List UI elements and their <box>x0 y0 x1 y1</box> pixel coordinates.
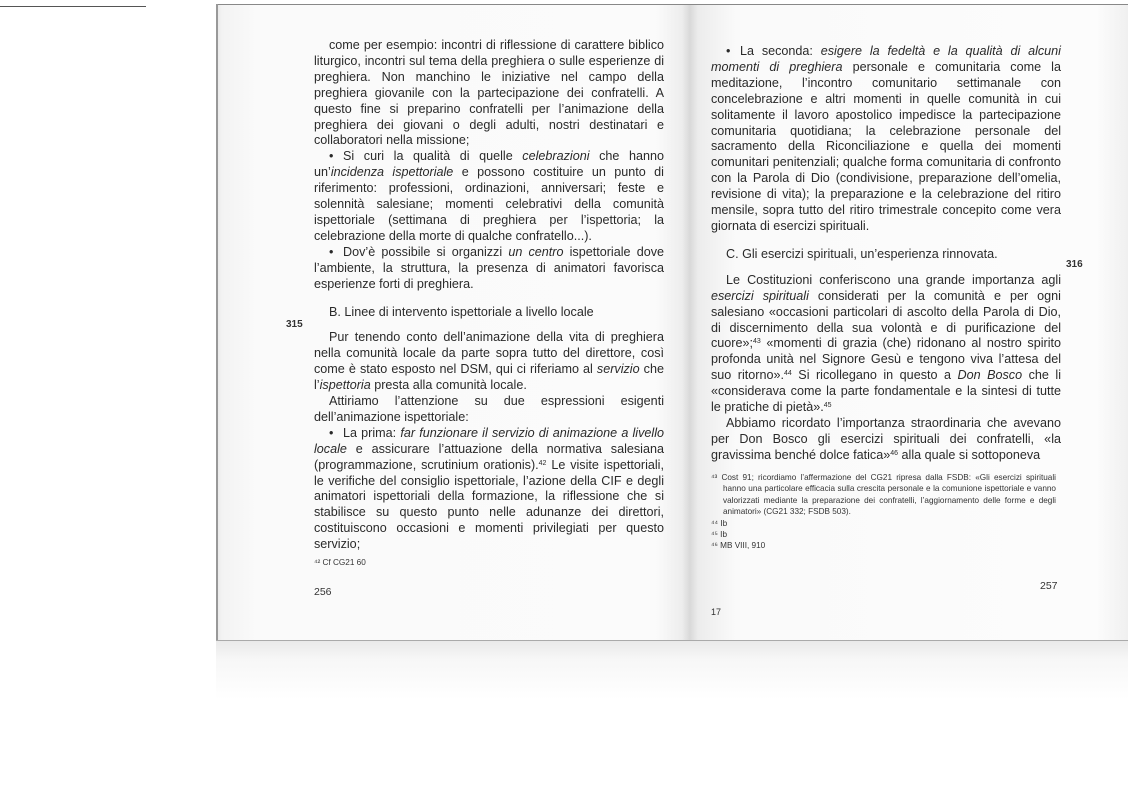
left-paragraphs <box>314 38 664 293</box>
bullet-icon: • <box>329 149 334 164</box>
text-run: Si ricollegano in questo a <box>791 368 958 383</box>
text-run: Dov’è possibile si organizzi <box>343 244 509 259</box>
right-paragraphs <box>711 44 1061 235</box>
margin-number-316: 316 <box>1066 259 1083 270</box>
page-number-left: 256 <box>314 586 332 598</box>
bullet-icon: • <box>329 244 334 259</box>
footnote-42: ⁴² Cf CG21 60 <box>314 558 366 567</box>
text-run: e assicurare l’attuazione della normativa salesiana (programmazione, scrutinium orationis). <box>314 441 664 472</box>
text-run: Abbiamo ricordato l’importanza straordinaria che avevano per Don Bosco gli esercizi spirituali dei confratelli, «la gravissima benché dolce fatica» <box>711 415 1061 462</box>
footnote-item: ⁴⁶ MB VIII, 910 <box>711 541 766 551</box>
italic-text: ispettoria <box>319 378 371 393</box>
text-run: Pur tenendo conto dell’animazione della vita di preghiera nella comunità locale da parte sopra tutto del direttore, così come è stato esposto nel DSM, qui ci riferiamo al <box>314 330 664 377</box>
bullet-icon: • <box>329 425 334 440</box>
page-number-right: 257 <box>1040 580 1058 592</box>
italic-text: esigere la fedeltà e la qualità di alcuni momenti di preghiera <box>711 44 1061 74</box>
footnote-item: ⁴³ Cost 91; ricordiamo l’affermazione del CG21 ripresa dalla FSDB: «Gli esercizi spirituali hanno una particolare efficacia sulla crescita personale e la comunione ispettoriale e vanno valorizzati mediante la preparazione dei confratelli, l’aggiornamento delle forme e degli animatori» (CG21 332; FSDB 503). <box>711 473 1056 517</box>
text-run: ispettoriale dove l’ambiente, la struttura, la presenza di animatori favorisca esperienze forti di preghiera. <box>314 244 664 291</box>
section-heading-c: C. Gli esercizi spirituali, un’esperienza rinnovata. <box>726 246 998 261</box>
italic-text: un centro <box>508 244 564 259</box>
footnote-ref: 43 <box>753 338 761 346</box>
text-run: che hanno un’ <box>314 149 664 180</box>
paragraph <box>711 416 1061 464</box>
text-run: alla quale si sottoponeva <box>898 447 1041 462</box>
text-run: considerati per la comunità e per ogni salesiano «occasioni particolari di ascolto della Parola di Dio, di discernimento della sua volontà e di purificazione del cuore»; <box>711 288 1061 351</box>
text-run: Si curi la qualità di quelle <box>343 149 523 164</box>
scan-edge-left <box>216 4 218 640</box>
italic-text: Don Bosco <box>957 368 1023 383</box>
text-run: e possono costituire un punto di riferimento: professioni, ordinazioni, anniversari; feste e solennità salesiane; momenti celebrativi della comunità ispettoriale (settimana di preghiera per l’ispettoria; la celebrazione della morte di qualche confratello...). <box>314 165 664 243</box>
text-run: come per esempio: incontri di riflessione di carattere biblico liturgico, incontri sul tema della preghiera o sulle esperienze di preghiera. Non manchino le iniziative nel campo della preghiera giovanile con la partecipazione dei confratelli. A questo fine si preparino confratelli per l’animazione della preghiera dei giovani o degli adulti, nostri destinatari e collaboratori nella missione; <box>314 38 664 148</box>
italic-text: servizio <box>596 362 640 377</box>
bullet-paragraph <box>314 149 664 244</box>
bullet-paragraph <box>711 44 1061 235</box>
bullet-paragraph <box>314 426 664 553</box>
text-run: La seconda: <box>740 44 821 58</box>
scan-edge-top-left <box>0 6 146 7</box>
paragraph <box>314 38 664 149</box>
text-run: Le visite ispettoriali, le verifiche del consiglio ispettoriale, l’azione della CIF e degli animatori ispettoriali della formazione, la riflessione che si stabilisce su questo punto nelle adunanze dei direttori, costituiscono occasioni e momenti privilegiati per questo servizio; <box>314 457 664 552</box>
text-run: che l’ <box>314 362 664 393</box>
footnote-item: ⁴⁵ Ib <box>711 530 728 540</box>
footnote-ref: 46 <box>890 449 899 457</box>
signature-mark: 17 <box>711 607 722 617</box>
paragraph <box>314 394 664 426</box>
text-run: «momenti di grazia (che) ridonano al nostro spirito profonda unità nel Signore Gesù e tengono viva l’attesa del suo ritorno». <box>711 336 1061 383</box>
italic-text: incidenza ispettoriale <box>330 165 454 180</box>
right-footnotes <box>711 472 1056 552</box>
bullet-paragraph <box>314 245 664 293</box>
italic-text: esercizi spirituali <box>711 288 809 303</box>
bullet-icon: • <box>726 44 731 58</box>
right-page <box>711 44 1061 464</box>
text-run: presta alla comunità locale. <box>370 378 527 393</box>
left-page <box>314 38 664 553</box>
italic-text: celebrazioni <box>522 149 590 164</box>
margin-number-315: 315 <box>286 319 303 330</box>
left-footnote <box>314 557 659 568</box>
text-run: Le Costituzioni conferiscono una grande importanza agli <box>726 272 1061 287</box>
scan-shadow <box>216 640 1128 700</box>
text-run: che li «considerava come la parte fondamentale e la sintesi di tutte le pratiche di pietà». <box>711 368 1061 415</box>
footnote-item: ⁴⁴ Ib <box>711 518 728 528</box>
right-paragraphs-2 <box>711 273 1061 464</box>
section-heading-b: B. Linee di intervento ispettoriale a livello locale <box>329 304 594 319</box>
footnote-ref: 44 <box>784 370 792 378</box>
paragraph <box>314 330 664 394</box>
text-run: personale e comunitaria come la meditazione, l’incontro comunitario settimanale con concelebrazione e altri momenti in quelle comunità in cui solitamente il lavoro apostolico impedisce la partecipazione comunitaria quotidiana; la celebrazione personale del sacramento della Riconciliazione e quella dei momenti comunitari penitenziali; qualche forma comunitaria di confronto con la Parola di Dio (condivisione, preparazione dell’omelia, revisione di vita); la preparazione e la celebrazione del ritiro mensile, sopra tutto del ritiro trimestrale concepito come vera giornata di esercizi spirituali. <box>711 59 1061 233</box>
italic-text: far funzionare il servizio di animazione a livello locale <box>314 425 665 456</box>
scan-edge-top <box>216 4 1128 5</box>
scan-edge-bottom <box>216 640 1128 641</box>
text-run: La prima: <box>343 425 401 440</box>
footnote-ref: 42 <box>538 459 547 467</box>
footnote-ref: 45 <box>823 402 832 410</box>
left-paragraphs-2 <box>314 330 664 553</box>
text-run: Attiriamo l’attenzione su due espressioni esigenti dell’animazione ispettoriale: <box>314 394 664 424</box>
paragraph <box>711 273 1061 416</box>
